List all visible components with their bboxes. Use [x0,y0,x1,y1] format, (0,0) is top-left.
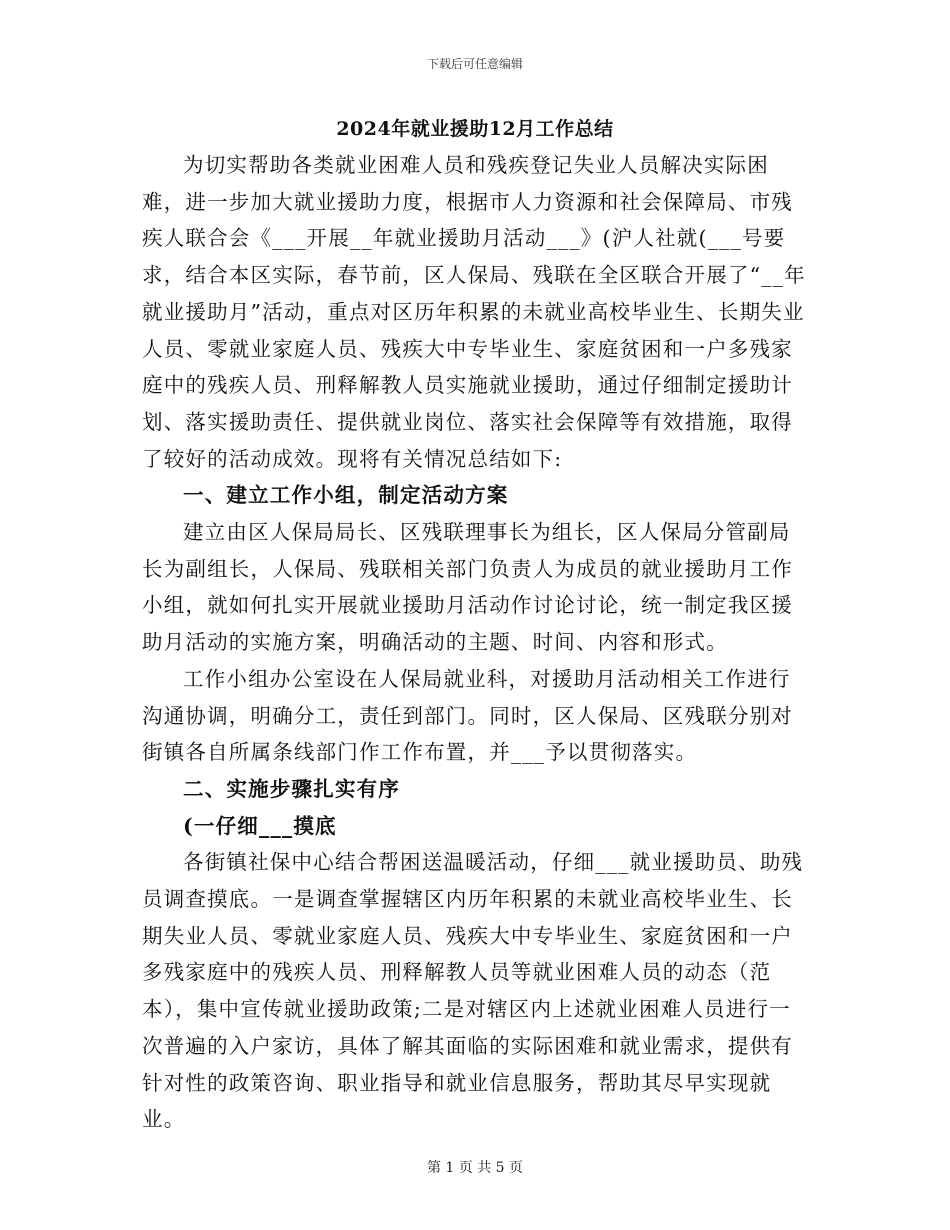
body-paragraph: 工作小组办公室设在人保局就业科，对援助月活动相关工作进行沟通协调，明确分工，责任到部门。同时，区人保局、区残联分别对街镇各自所属条线部门作工作布置，并___予以贯彻落实。 [142,666,793,765]
page-footer: 第 1 页 共 5 页 [426,1160,524,1176]
section-heading-1: 一、建立工作小组，制定活动方案 [183,483,509,508]
document-body [142,147,810,1138]
document-title: 2024年就业援助12月工作总结 [336,118,614,140]
subsection-heading: (一仔细___摸底 [183,813,337,838]
section-heading-2: 二、实施步骤扎实有序 [183,776,400,801]
body-paragraph: 各街镇社保中心结合帮困送温暖活动，仔细___就业援助员、助残员调查摸底。一是调查掌握辖区内历年积累的未就业高校毕业生、长期失业人员、零就业家庭人员、残疾大中专毕业生、家庭贫困和一户多残家庭中的残疾人员、刑释解教人员等就业困难人员的动态（范本），集中宣传就业援助政策;二是对辖区内上述就业困难人员进行一次普遍的入户家访，具体了解其面临的实际困难和就业需求，提供有针对性的政策咨询、职业指导和就业信息服务，帮助其尽早实现就业。 [142,850,804,1132]
body-paragraph: 建立由区人保局局长、区残联理事长为组长，区人保局分管副局长为副组长，人保局、残联相关部门负责人为成员的就业援助月工作小组，就如何扎实开展就业援助月活动作讨论讨论，统一制定我区援助月活动的实施方案，明确活动的主题、时间、内容和形式。 [142,520,793,655]
header-note: 下载后可任意编辑 [426,57,523,71]
intro-paragraph: 为切实帮助各类就业困难人员和残疾登记失业人员解决实际困难，进一步加大就业援助力度，根据市人力资源和社会保障局、市残疾人联合会《___开展__年就业援助月活动___》(沪人社就(___号要求，结合本区实际，春节前，区人保局、残联在全区联合开展了“__年就业援助月”活动，重点对区历年积累的未就业高校毕业生、长期失业人员、零就业家庭人员、残疾大中专毕业生、家庭贫困和一户多残家庭中的残疾人员、刑释解教人员实施就业援助，通过仔细制定援助计划、落实援助责任、提供就业岗位、落实社会保障等有效措施，取得了较好的活动成效。现将有关情况总结如下: [142,153,806,471]
